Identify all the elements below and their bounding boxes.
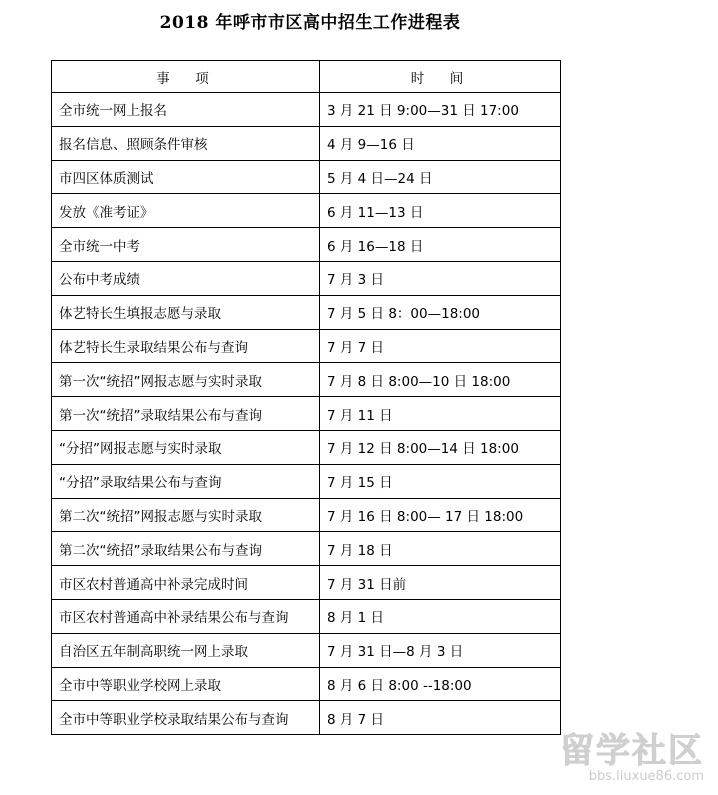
item-cell: “分招”网报志愿与实时录取	[52, 430, 320, 464]
table-row	[52, 566, 561, 600]
time-cell: 7 月 8 日 8:00—10 日 18:00	[320, 363, 561, 397]
time-cell: 7 月 18 日	[320, 532, 561, 566]
column-header-time: 时 间	[320, 61, 561, 93]
table-row	[52, 160, 561, 194]
item-cell: 体艺特长生录取结果公布与查询	[52, 329, 320, 363]
table-row	[52, 498, 561, 532]
time-cell: 6 月 16—18 日	[320, 228, 561, 262]
item-cell: 自治区五年制高职统一网上录取	[52, 633, 320, 667]
table-row	[52, 295, 561, 329]
table-row	[52, 228, 561, 262]
table-row	[52, 633, 561, 667]
table-header-row	[52, 61, 561, 93]
time-cell: 7 月 12 日 8:00—14 日 18:00	[320, 430, 561, 464]
item-cell: 全市中等职业学校网上录取	[52, 667, 320, 701]
table-row	[52, 93, 561, 127]
table-row	[52, 532, 561, 566]
item-cell: 市四区体质测试	[52, 160, 320, 194]
item-cell: 第一次“统招”网报志愿与实时录取	[52, 363, 320, 397]
time-cell: 7 月 7 日	[320, 329, 561, 363]
table-row	[52, 363, 561, 397]
item-cell: 发放《准考证》	[52, 194, 320, 228]
table-row	[52, 261, 561, 295]
time-cell: 7 月 11 日	[320, 397, 561, 431]
item-cell: 体艺特长生填报志愿与录取	[52, 295, 320, 329]
item-cell: “分招”录取结果公布与查询	[52, 464, 320, 498]
time-cell: 7 月 31 日—8 月 3 日	[320, 633, 561, 667]
time-cell: 7 月 31 日前	[320, 566, 561, 600]
watermark-url: bbs.liuxue86.com	[588, 769, 704, 784]
table-row	[52, 599, 561, 633]
table-row	[52, 464, 561, 498]
item-cell: 报名信息、照顾条件审核	[52, 126, 320, 160]
schedule-table	[51, 60, 561, 735]
time-cell: 8 月 7 日	[320, 701, 561, 735]
time-cell: 8 月 1 日	[320, 599, 561, 633]
item-cell: 全市中等职业学校录取结果公布与查询	[52, 701, 320, 735]
time-cell: 5 月 4 日—24 日	[320, 160, 561, 194]
time-cell: 7 月 5 日 8：00—18:00	[320, 295, 561, 329]
watermark-logo: 留学社区	[560, 731, 704, 771]
site-watermark	[560, 731, 704, 784]
time-cell: 7 月 3 日	[320, 261, 561, 295]
column-header-item: 事 项	[52, 61, 320, 93]
time-cell: 3 月 21 日 9:00—31 日 17:00	[320, 93, 561, 127]
time-cell: 4 月 9—16 日	[320, 126, 561, 160]
page-title: 2018 年呼市市区高中招生工作进程表	[159, 13, 461, 33]
time-cell: 7 月 16 日 8:00— 17 日 18:00	[320, 498, 561, 532]
item-cell: 全市统一网上报名	[52, 93, 320, 127]
item-cell: 第二次“统招”网报志愿与实时录取	[52, 498, 320, 532]
time-cell: 6 月 11—13 日	[320, 194, 561, 228]
time-cell: 8 月 6 日 8:00 --18:00	[320, 667, 561, 701]
table-row	[52, 329, 561, 363]
table-row	[52, 701, 561, 735]
item-cell: 全市统一中考	[52, 228, 320, 262]
table-row	[52, 667, 561, 701]
table-row	[52, 126, 561, 160]
item-cell: 公布中考成绩	[52, 261, 320, 295]
table-row	[52, 397, 561, 431]
table-row	[52, 194, 561, 228]
item-cell: 市区农村普通高中补录完成时间	[52, 566, 320, 600]
time-cell: 7 月 15 日	[320, 464, 561, 498]
item-cell: 第一次“统招”录取结果公布与查询	[52, 397, 320, 431]
item-cell: 市区农村普通高中补录结果公布与查询	[52, 599, 320, 633]
item-cell: 第二次“统招”录取结果公布与查询	[52, 532, 320, 566]
table-row	[52, 430, 561, 464]
